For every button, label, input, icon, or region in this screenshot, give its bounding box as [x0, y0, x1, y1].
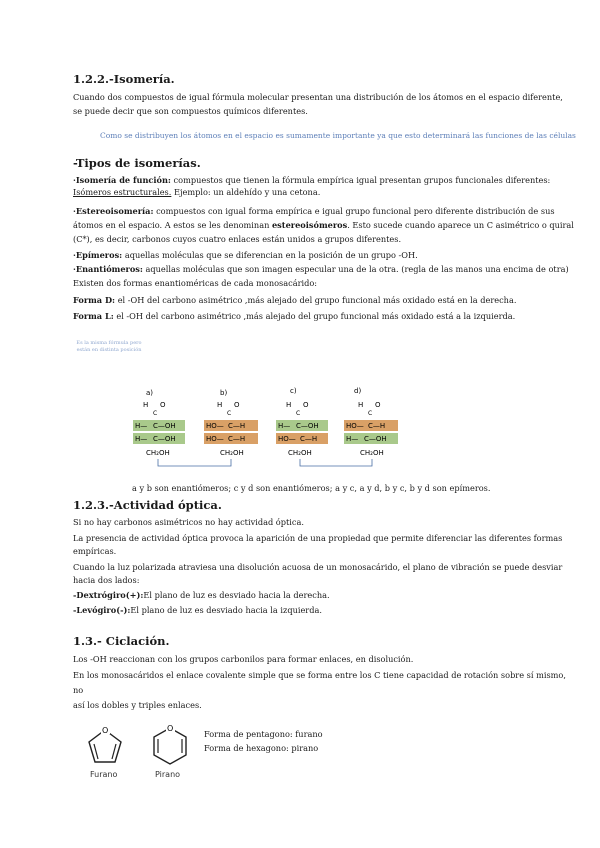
d-row2-left: H— — [346, 435, 359, 443]
d-ch2oh: CH₂OH — [360, 449, 384, 457]
estereoisomeria-text2b: . Esto sucede cuando aparece un C asimétrico o quiral — [347, 220, 574, 230]
b-ch2oh: CH₂OH — [220, 449, 244, 457]
pirano-structure — [154, 723, 186, 779]
forma-l-label: Forma L: — [73, 311, 114, 321]
a-ch2oh: CH₂OH — [146, 449, 170, 457]
c-o-label: O — [303, 401, 309, 409]
estereoisomeria-line3: (C*), es decir, carbonos cuyos cuatro enlaces están unidos a grupos diferentes. — [73, 234, 402, 244]
fischer-projections-diagram — [128, 382, 398, 472]
enantiomeros-label: ·Enantiómeros: — [73, 264, 143, 274]
furano-label: Furano — [90, 770, 118, 779]
d-h-label: H — [358, 401, 364, 409]
furano-pirano-diagram — [75, 722, 200, 784]
enantiomeros-text: aquellas moléculas que son imagen especular una de la otra. (regla de las manos una encima de otra) — [142, 264, 569, 274]
furano-o-atom: O — [102, 726, 109, 735]
actividad-line2: La presencia de actividad óptica provoca la aparición de una propiedad que permite diferenciar las diferentes formas — [73, 533, 563, 543]
b-c-label: C — [227, 410, 232, 417]
fischer-b — [204, 389, 258, 457]
ciclacion-line2: En los monosacáridos el enlace covalente simple que se forma entre los C tiene capacidad de rotación sobre sí mismo, — [73, 670, 566, 680]
furano-description: Forma de pentagono: furano — [204, 729, 323, 739]
epimeros-text: aquellas moléculas que se diferencian en la posición de un grupo -OH. — [122, 250, 418, 260]
isomeria-funcion-text: compuestos que tienen la fórmula empírica igual presentan grupos funcionales diferentes: — [170, 175, 551, 185]
connector-a-b — [158, 459, 231, 466]
isomeria-paragraph-line1: Cuando dos compuestos de igual fórmula molecular presentan una distribución de los átomos en el espacio diferente, — [73, 92, 563, 102]
pirano-label: Pirano — [155, 770, 181, 779]
forma-l-line — [73, 311, 528, 322]
furano-structure — [89, 725, 121, 779]
dextrogiro-label: -Dextrógiro(+): — [73, 590, 144, 600]
d-row2-right: C—OH — [364, 435, 387, 443]
estereoisomeria-line2 — [73, 220, 574, 231]
b-row1-left: HO— — [206, 422, 224, 430]
section-title-ciclacion: 1.3.- Ciclación. — [73, 634, 170, 648]
b-h-label: H — [217, 401, 223, 409]
d-o-label: O — [375, 401, 381, 409]
isomeros-estructurales-text: Ejemplo: un aldehído y una cetona. — [171, 187, 321, 197]
estereoisomeros-bold: estereoisómeros — [271, 220, 348, 230]
dextrogiro-line — [73, 590, 528, 601]
b-row2-left: HO— — [206, 435, 224, 443]
estereoisomeria-text1: compuestos con igual forma empírica e igual grupo funcional pero diferente distribución de sus — [153, 206, 555, 216]
diagram-caption: a y b son enantiómeros; c y d son enantiómeros; a y c, a y d, b y c, b y d son epímeros. — [132, 483, 491, 493]
a-row2-left: H— — [135, 435, 148, 443]
a-o-label: O — [160, 401, 166, 409]
dextrogiro-text: El plano de luz es desviado hacia la derecha. — [143, 590, 330, 600]
forma-l-text: el -OH del carbono asimétrico ,más alejado del grupo funcional más oxidado está a la izquierda. — [113, 311, 516, 321]
c-row2-left: HO— — [278, 435, 296, 443]
levogiro-line — [73, 605, 528, 616]
c-c-label: C — [296, 410, 301, 417]
section-title-tipos: -Tipos de isomerías. — [73, 156, 201, 170]
b-o-label: O — [234, 401, 240, 409]
estereoisomeria-label: ·Estereoisomería: — [73, 206, 154, 216]
label-b: b) — [220, 389, 228, 397]
pirano-ring — [154, 728, 186, 764]
c-row1-left: H— — [278, 422, 291, 430]
c-ch2oh: CH₂OH — [288, 449, 312, 457]
label-c: c) — [290, 387, 297, 395]
c-h-label: H — [286, 401, 292, 409]
a-c-label: C — [153, 410, 158, 417]
isomeria-paragraph-line2: se puede decir que son compuestos químicos diferentes. — [73, 106, 308, 116]
c-row1-right: C—OH — [296, 422, 319, 430]
epimeros-label: ·Epímeros: — [73, 250, 123, 260]
c-row2-right: C—H — [300, 435, 318, 443]
a-row2-right: C—OH — [153, 435, 176, 443]
actividad-line1: Si no hay carbonos asimétricos no hay actividad óptica. — [73, 517, 304, 527]
pirano-description: Forma de hexagono: pirano — [204, 743, 319, 753]
levogiro-label: -Levógiro(-): — [73, 605, 131, 615]
label-d: d) — [354, 387, 362, 395]
isomeros-estructurales-label: Isómeros estructurales. — [73, 187, 172, 197]
ciclacion-line3: no — [73, 685, 84, 695]
a-h-label: H — [143, 401, 149, 409]
forma-d-label: Forma D: — [73, 295, 116, 305]
margin-note: Como se distribuyen los átomos en el espacio es sumamente importante ya que esto determinará las funciones de las células — [100, 131, 576, 140]
furano-double-bond-1 — [94, 744, 98, 759]
fischer-c — [276, 387, 328, 457]
section-title-actividad: 1.2.3.-Actividad óptica. — [73, 498, 222, 512]
pirano-o-atom: O — [167, 724, 174, 733]
furano-double-bond-2 — [112, 744, 116, 759]
levogiro-text: El plano de luz es desviado hacia la izquierda. — [130, 605, 322, 615]
epimeros-line — [73, 250, 528, 261]
forma-d-text: el -OH del carbono asimétrico ,más alejado del grupo funcional más oxidado está en la derecha. — [115, 295, 517, 305]
actividad-line4: Cuando la luz polarizada atraviesa una disolución acuosa de un monosacárido, el plano de vibración se puede desviar — [73, 562, 563, 572]
fischer-a — [133, 389, 185, 457]
formas-enantiomericas-line: Existen dos formas enantioméricas de cada monosacárido: — [73, 278, 318, 288]
enantiomeros-line — [73, 264, 569, 275]
isomeria-funcion-line — [73, 175, 551, 186]
a-row1-right: C—OH — [153, 422, 176, 430]
forma-d-line — [73, 295, 528, 306]
section-title-isomeria: 1.2.2.-Isomería. — [73, 72, 175, 86]
d-row1-right: C—H — [368, 422, 386, 430]
b-row2-right: C—H — [228, 435, 246, 443]
isomeria-funcion-label: ·Isomería de función: — [73, 175, 171, 185]
estereoisomeria-text2a: átomos en el espacio. A estos se les denominan — [73, 220, 272, 230]
connector-c-d — [300, 459, 372, 466]
a-row1-left: H— — [135, 422, 148, 430]
side-note: Es la misma fórmula pero están en distinta posición — [76, 340, 142, 353]
d-row1-left: HO— — [346, 422, 364, 430]
ciclacion-line4: así los dobles y triples enlaces. — [73, 700, 202, 710]
b-row1-right: C—H — [228, 422, 246, 430]
label-a: a) — [146, 389, 154, 397]
estereoisomeria-line1 — [73, 206, 555, 217]
isomeros-estructurales-line — [73, 187, 528, 198]
fischer-d — [344, 387, 398, 457]
actividad-line3: empíricas. — [73, 546, 117, 556]
d-c-label: C — [368, 410, 373, 417]
ciclacion-line1: Los -OH reaccionan con los grupos carbonilos para formar enlaces, en disolución. — [73, 654, 414, 664]
actividad-line5: hacia dos lados: — [73, 575, 140, 585]
